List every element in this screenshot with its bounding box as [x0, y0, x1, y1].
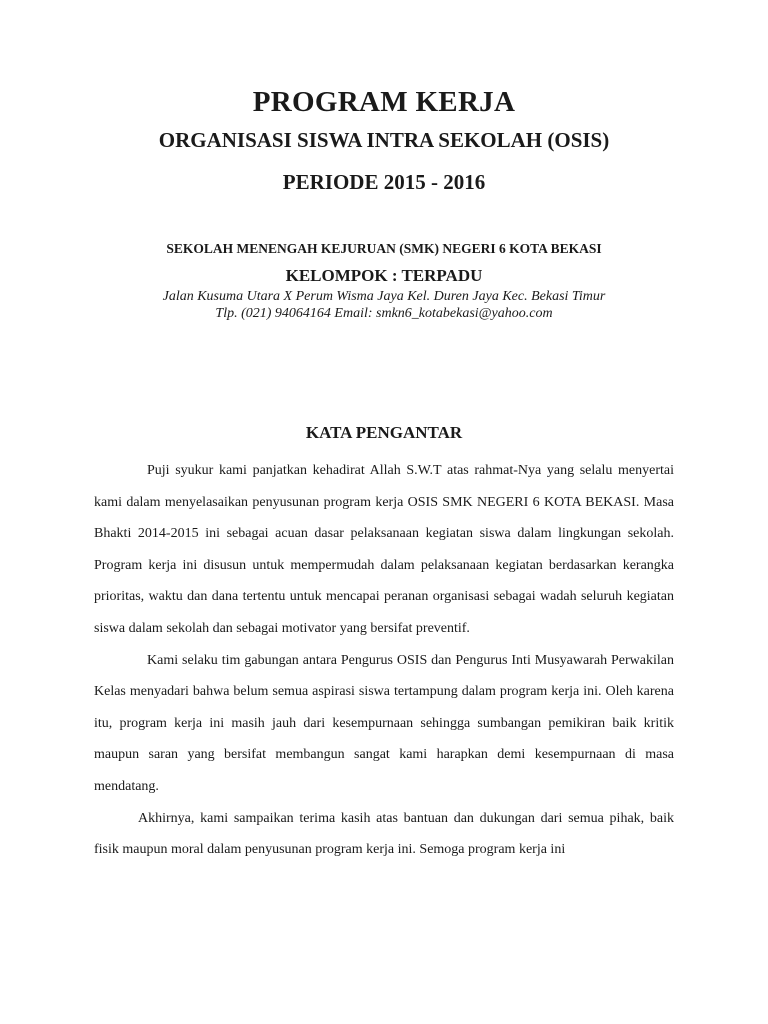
paragraph: Puji syukur kami panjatkan kehadirat Allah S.W.T atas rahmat-Nya yang selalu menyertai kami dalam menyelasaikan penyusunan program kerja OSIS SMK NEGERI 6 KOTA BEKASI. Masa Bhakti 2014-2015 ini sebagai acuan dasar pelaksanaan kegiatan siswa dalam lingkungan sekolah. Program kerja ini disusun untuk mempermudah dalam pelaksanaan kegiatan berdasarkan kerangka prioritas, waktu dan dana tertentu untuk mencapai peranan organisasi sebagai wadah seluruh kegiatan siswa dalam sekolah dan sebagai motivator yang bersifat preventif. [94, 463, 674, 636]
group-label: KELOMPOK : TERPADU [285, 266, 483, 285]
email-link[interactable]: smkn6_kotabekasi@yahoo.com [376, 306, 553, 321]
paragraph: Akhirnya, kami sampaikan terima kasih atas bantuan dan dukungan dari semua pihak, baik fisik maupun moral dalam penyusunan program kerja ini. Semoga program kerja ini [94, 810, 674, 858]
organization-subtitle: ORGANISASI SISWA INTRA SEKOLAH (OSIS) [158, 128, 610, 152]
contact-line [0, 305, 768, 322]
school-address: Jalan Kusuma Utara X Perum Wisma Jaya Kel. Duren Jaya Kec. Bekasi Timur [162, 289, 606, 304]
paragraph: Kami selaku tim gabungan antara Pengurus OSIS dan Pengurus Inti Musyawarah Perwakilan Kelas menyadari bahwa belum semua aspirasi siswa tertampung dalam program kerja ini. Oleh karena itu, program kerja ini masih jauh dari kesempurnaan sehingga sumbangan pemikiran baik kritik maupun saran yang bersifat membangun sangat kami harapkan demi kesempurnaan di masa mendatang. [94, 652, 674, 794]
document-title: PROGRAM KERJA [252, 86, 516, 118]
period-heading: PERIODE 2015 - 2016 [282, 170, 486, 194]
school-name: SEKOLAH MENENGAH KEJURUAN (SMK) NEGERI 6 KOTA BEKASI [166, 241, 602, 256]
contact-prefix: Tlp. (021) 94064164 Email: [215, 306, 377, 321]
section-heading: KATA PENGANTAR [305, 423, 463, 442]
body-text [94, 455, 674, 866]
